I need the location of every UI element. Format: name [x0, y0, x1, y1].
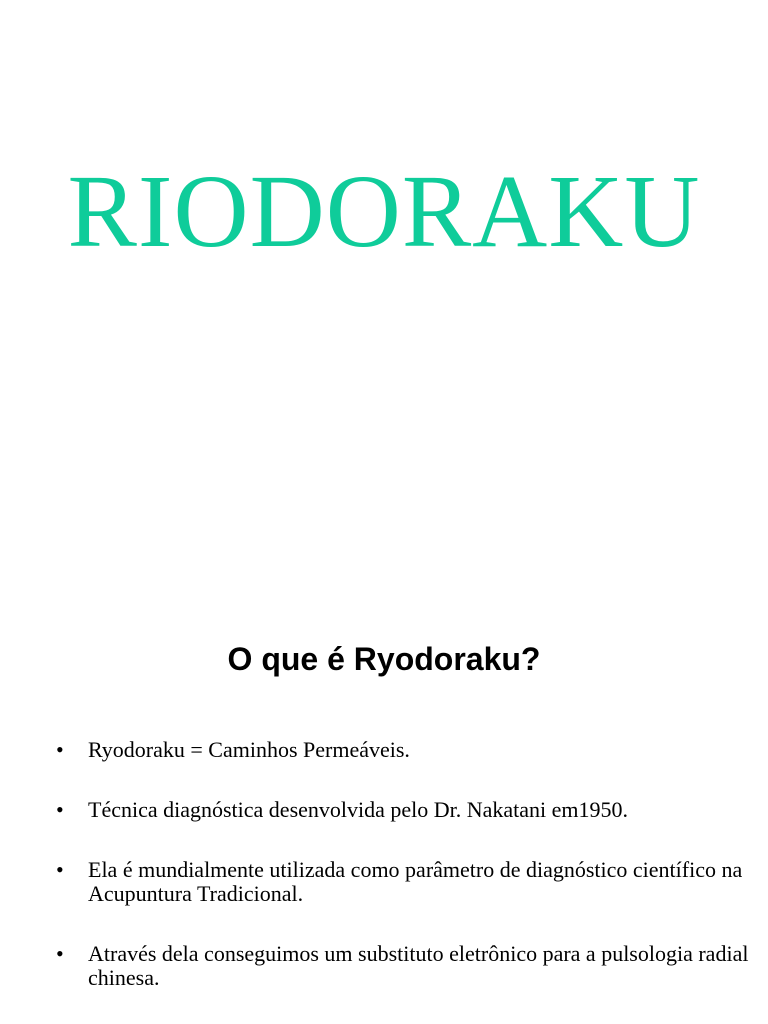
bullet-text: Técnica diagnóstica desenvolvida pelo Dr. Nakatani em1950. — [88, 797, 629, 822]
bullet-icon: • — [56, 857, 64, 882]
bullet-item — [56, 798, 756, 822]
bullet-icon: • — [56, 737, 64, 762]
bullet-icon: • — [56, 941, 64, 966]
bullet-text: Através dela conseguimos um substituto eletrônico para a pulsologia radial chinesa. — [88, 941, 749, 990]
content-slide — [0, 560, 768, 1024]
slide-heading: O que é Ryodoraku? — [227, 641, 541, 677]
bullet-item — [56, 942, 756, 990]
bullet-icon: • — [56, 797, 64, 822]
bullet-text: Ela é mundialmente utilizada como parâmetro de diagnóstico científico na Acupuntura Tradicional. — [88, 857, 743, 906]
bullet-item — [56, 738, 756, 762]
bullet-item — [56, 858, 756, 906]
slide-title: RIODORAKU — [67, 154, 701, 269]
bullet-text: Ryodoraku = Caminhos Permeáveis. — [88, 737, 410, 762]
bullet-list — [56, 738, 756, 990]
